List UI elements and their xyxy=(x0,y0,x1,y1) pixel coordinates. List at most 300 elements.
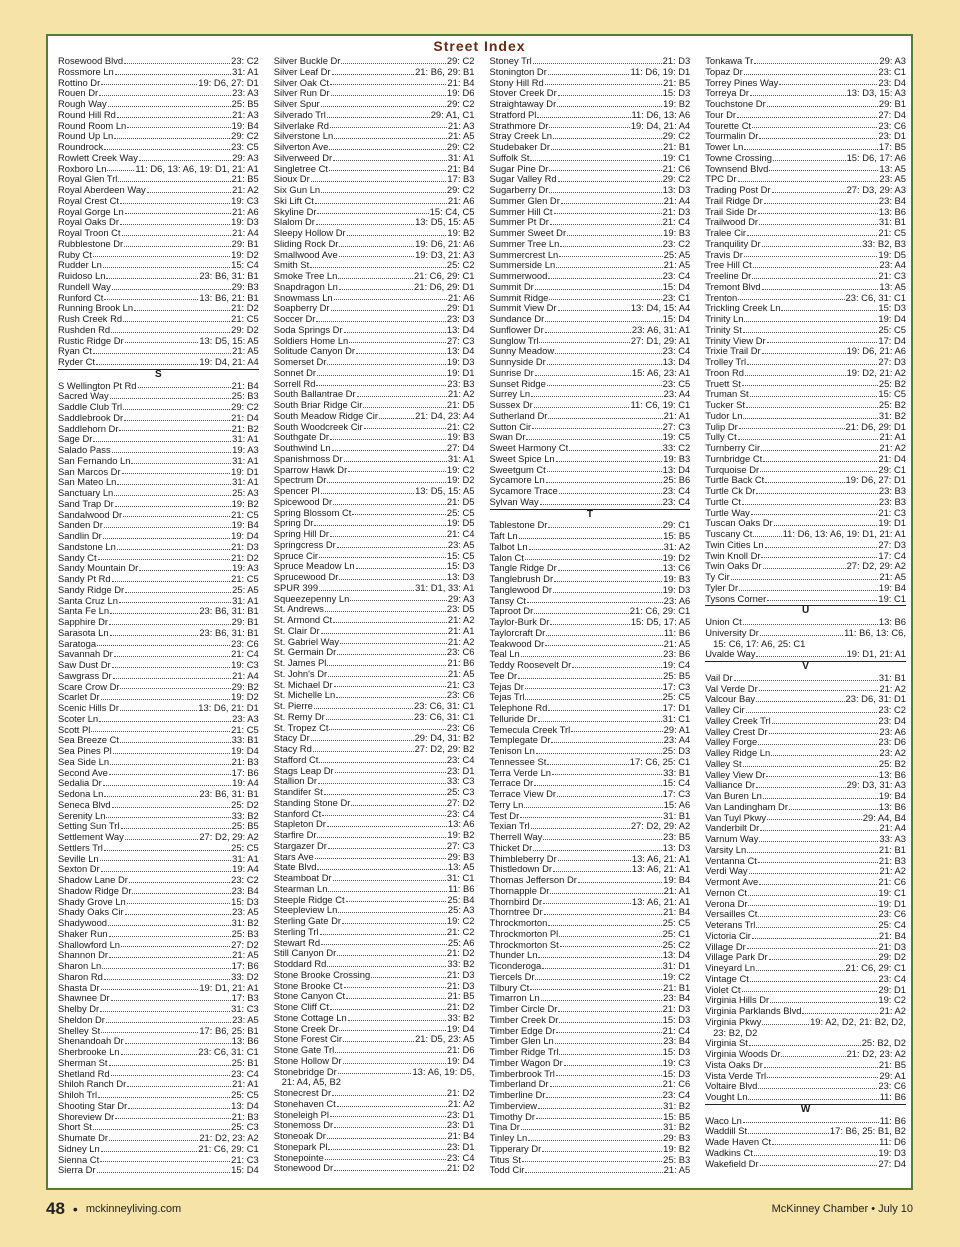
dot-leader xyxy=(756,649,845,657)
street-name: Saw Dust Dr xyxy=(58,659,111,670)
map-reference: 21: D3 xyxy=(878,940,906,952)
index-entry xyxy=(274,1099,475,1110)
street-name: Summerside Ln xyxy=(489,259,556,271)
street-name: Stapleton Dr xyxy=(273,818,326,830)
map-reference: 23: C6 xyxy=(231,637,259,649)
dot-leader xyxy=(332,443,446,451)
dot-leader xyxy=(545,78,662,86)
map-reference: 15: C5 xyxy=(878,388,906,400)
map-reference: 13: A6, 21: A1 xyxy=(631,863,691,875)
dot-leader xyxy=(348,465,446,473)
dot-leader xyxy=(527,596,663,604)
dot-leader xyxy=(110,628,199,636)
map-reference: 29: C1 xyxy=(662,519,691,531)
index-entry xyxy=(490,1101,691,1112)
dot-leader xyxy=(532,422,661,430)
dot-leader xyxy=(138,381,231,389)
map-reference: 23: B6, 31: B1 xyxy=(199,270,259,281)
dot-leader xyxy=(125,1036,231,1044)
map-reference: 13: D3 xyxy=(446,571,475,582)
street-name: St. Germain Dr xyxy=(273,646,337,658)
street-name: Trinity St xyxy=(705,323,742,335)
dot-leader xyxy=(333,615,447,623)
map-reference: 13: D4 xyxy=(446,323,475,335)
street-name: Thorntree Dr xyxy=(489,906,543,918)
index-entry xyxy=(490,325,691,336)
street-name: Skyline Dr xyxy=(273,205,317,217)
map-reference: 19: D3 xyxy=(231,216,259,228)
street-name: Shady Oaks Cir xyxy=(58,906,124,918)
dot-leader xyxy=(558,563,662,571)
street-name: Turtle Ct xyxy=(705,495,741,507)
map-reference: 25: B2 xyxy=(878,757,906,769)
dot-leader xyxy=(762,282,879,290)
index-entry xyxy=(58,800,259,811)
street-name: Tennessee St xyxy=(489,755,547,767)
street-name: Still Canyon Dr xyxy=(273,947,337,959)
dot-leader xyxy=(350,594,447,602)
dot-leader xyxy=(756,694,844,702)
street-name: Spectrum Dr xyxy=(273,474,327,486)
map-reference: 19: B3 xyxy=(447,431,475,443)
index-column-2 xyxy=(264,56,480,1188)
street-name: Van Buren Ln xyxy=(705,790,762,801)
street-name: Vineyard Ln xyxy=(705,962,756,973)
street-name: St. Gabriel Way xyxy=(273,635,340,647)
dot-leader xyxy=(321,938,447,946)
street-name: Versailles Ct xyxy=(705,908,758,920)
street-name: Sea Breeze Ct xyxy=(58,734,119,746)
map-reference: 31: A1 xyxy=(447,452,475,464)
map-reference: 23: A4 xyxy=(879,259,906,271)
dot-leader xyxy=(769,164,878,172)
map-reference: 23: C4 xyxy=(662,345,691,357)
map-reference: 19: C3 xyxy=(231,659,259,670)
dot-leader xyxy=(115,499,231,507)
dot-leader xyxy=(525,1165,662,1173)
street-name: Sunrise Dr xyxy=(489,366,534,378)
street-name: Test Dr xyxy=(489,809,520,821)
index-entry xyxy=(705,594,906,605)
map-reference: 29: B3 xyxy=(447,850,475,862)
street-name: Shadywood xyxy=(58,917,107,928)
map-reference: 19: C2 xyxy=(878,994,906,1006)
street-name: Soccer Dr xyxy=(273,313,316,324)
dot-leader xyxy=(334,131,447,139)
street-name: Swan Dr xyxy=(489,431,526,443)
dot-leader xyxy=(550,1079,662,1087)
index-sheet xyxy=(46,34,913,1190)
street-name: Titus St xyxy=(489,1153,521,1165)
street-name: Truman St xyxy=(705,388,749,400)
dot-leader xyxy=(551,735,662,743)
dot-leader xyxy=(112,574,230,582)
map-reference: 23: C4 xyxy=(662,270,691,281)
dot-leader xyxy=(543,897,631,905)
dot-leader xyxy=(113,746,230,754)
map-reference: 29: B2 xyxy=(231,680,259,692)
dot-leader xyxy=(745,368,846,376)
map-reference: 19: B4 xyxy=(231,119,259,131)
dot-leader xyxy=(327,110,430,118)
street-name: Sandy Ridge Dr xyxy=(58,583,125,595)
street-name: University Dr xyxy=(705,626,759,638)
map-reference: 23: B3 xyxy=(878,485,906,496)
map-reference: 23: D1 xyxy=(878,130,906,142)
street-name: Taproot Dr xyxy=(489,605,534,617)
index-entry xyxy=(490,153,691,164)
street-name: Sugar Valley Rd xyxy=(489,173,557,185)
street-name: Valley Creek Trl xyxy=(705,714,771,726)
dot-leader xyxy=(750,974,878,982)
dot-leader xyxy=(770,995,877,1003)
map-reference: 25: A5 xyxy=(232,583,259,595)
map-reference: 13: A6 xyxy=(447,818,475,830)
map-reference: 23: C1 xyxy=(878,65,906,77)
map-reference: 21: B4 xyxy=(231,379,259,391)
dot-leader xyxy=(763,791,878,799)
street-name: Rush Creek Rd xyxy=(58,313,123,324)
section-letter: T xyxy=(490,509,691,521)
dot-leader xyxy=(530,153,661,161)
street-name: Serenity Ln xyxy=(58,809,106,821)
map-reference: 29: D1 xyxy=(878,983,906,995)
street-name: S Wellington Pt Rd xyxy=(58,379,137,391)
index-entry xyxy=(490,972,691,983)
map-reference: 13: B6 xyxy=(878,616,906,627)
street-name: Ryder Ct xyxy=(58,356,95,367)
map-reference: 23: C2 xyxy=(878,704,906,715)
dot-leader xyxy=(743,325,877,333)
map-reference: 19: D1 xyxy=(878,897,906,909)
street-name: Standifer St xyxy=(273,786,323,797)
map-reference: 21: D2 xyxy=(231,302,259,314)
street-name: Sandy Mountain Dr xyxy=(58,562,139,574)
dot-leader xyxy=(114,488,231,496)
street-name: Valley Forge xyxy=(705,736,758,748)
website-link[interactable]: mckinneyliving.com xyxy=(85,1203,182,1215)
street-name: Tee Dr xyxy=(489,669,518,681)
map-reference: 23: C6, 31: C1 xyxy=(198,1046,259,1057)
map-reference: 19: D6 xyxy=(446,87,475,99)
dot-leader xyxy=(518,671,662,679)
dot-leader xyxy=(760,823,878,831)
street-name: South Woodcreek Cir xyxy=(273,420,363,432)
street-name: Steeple Ridge Ct xyxy=(273,893,345,905)
index-entry xyxy=(490,929,691,940)
dot-leader xyxy=(319,551,446,559)
map-reference: 23: C6 xyxy=(878,1080,906,1092)
street-name: Summer Sweet Dr xyxy=(489,227,567,238)
dot-leader xyxy=(357,389,447,397)
street-name: Sycamore Trace xyxy=(489,485,558,496)
dot-leader xyxy=(127,897,230,905)
map-reference: 29: C2 xyxy=(662,130,691,142)
street-name: Shady Grove Ln xyxy=(58,895,126,907)
street-name: Tina Dr xyxy=(489,1121,520,1133)
street-name: Rottino Dr xyxy=(58,76,101,88)
street-name: Studebaker Dr xyxy=(489,141,550,152)
dot-leader xyxy=(103,531,230,539)
dot-leader xyxy=(344,454,447,462)
map-reference: 21: C2 xyxy=(446,420,475,432)
street-name: Seville Ln xyxy=(58,852,99,864)
dot-leader xyxy=(744,67,878,75)
street-name: Tiercels Dr xyxy=(489,970,535,982)
street-name: Timber Circle Dr xyxy=(489,1003,558,1014)
map-reference: 11: D6 xyxy=(879,1136,906,1147)
map-reference: 11: B6 xyxy=(448,882,475,894)
map-reference: 13: B6 xyxy=(231,1035,259,1047)
index-entry xyxy=(274,583,475,594)
map-reference: 19: D6, 21: A6 xyxy=(415,237,475,249)
dot-leader xyxy=(127,121,230,129)
publication-line: McKinney Chamber • July 10 xyxy=(771,1203,913,1215)
map-reference: 21: C5 xyxy=(231,723,259,735)
street-name: Twin Oaks Dr xyxy=(705,560,762,572)
street-name: Royal Aberdeen Way xyxy=(58,184,146,195)
street-name: Silverstone Ln xyxy=(273,130,334,142)
dot-leader xyxy=(744,250,877,258)
street-name: Summercrest Ln xyxy=(489,248,559,260)
street-name: Telephone Rd xyxy=(489,702,548,713)
map-reference: 19: B2 xyxy=(447,227,475,238)
dot-leader xyxy=(557,789,662,797)
dot-leader xyxy=(324,787,446,795)
map-reference: 19: B2 xyxy=(663,1142,691,1154)
street-name: Tansy Ct xyxy=(489,594,526,606)
map-reference: 21: D2, 23: A2 xyxy=(846,1048,906,1059)
street-name: Throckmorton xyxy=(489,917,548,928)
street-name: Slalom Dr xyxy=(273,216,315,228)
map-reference: 19: D4, 21: A4 xyxy=(199,356,259,367)
map-reference: 13: B6, 21: B1 xyxy=(199,291,259,303)
map-reference: 17: B3 xyxy=(447,173,475,185)
street-name: Sanden Dr xyxy=(58,519,103,531)
map-reference: 13: A6, 21: A1 xyxy=(631,852,691,864)
dot-leader xyxy=(558,174,662,182)
map-reference: 21: A3 xyxy=(447,119,475,131)
map-reference: 21: C3 xyxy=(231,1153,259,1165)
map-reference: 21: C5 xyxy=(231,573,259,584)
street-name: Sprucewood Dr xyxy=(273,571,339,582)
index-entry xyxy=(274,368,475,379)
map-reference: 17: B6, 25: B1, B2 xyxy=(829,1125,906,1137)
dot-leader xyxy=(742,379,878,387)
map-reference: 33: B1 xyxy=(231,734,259,746)
map-reference: 21: D4 xyxy=(231,411,259,423)
street-name: Soapberry Dr xyxy=(273,302,330,314)
map-reference: 27: D3 xyxy=(878,356,906,367)
dot-leader xyxy=(343,1034,414,1042)
section-letter: S xyxy=(58,369,259,381)
dot-leader xyxy=(525,682,662,690)
street-name: Tipperary Dr xyxy=(489,1142,542,1154)
dot-leader xyxy=(549,164,661,172)
dot-leader xyxy=(317,207,428,215)
index-entry xyxy=(490,454,691,465)
dot-leader xyxy=(127,1079,231,1087)
map-reference: 19: D6, 21: A6 xyxy=(846,345,906,357)
map-reference: 21: B4 xyxy=(663,906,691,918)
street-name: Roundrock xyxy=(58,141,104,152)
map-reference: 23: A2 xyxy=(879,747,906,758)
street-name: Thistledown Dr xyxy=(489,863,553,875)
dot-leader xyxy=(329,142,446,150)
index-entry xyxy=(705,649,906,660)
dot-leader xyxy=(742,497,878,505)
street-name: Timber Wagon Dr xyxy=(489,1056,563,1068)
dot-leader xyxy=(338,1067,412,1075)
street-name: Valley St xyxy=(705,757,742,769)
street-name: South Briar Ridge Cir xyxy=(273,399,363,410)
street-name: Smallwood Ave xyxy=(273,248,338,260)
map-reference: 21: D2 xyxy=(446,1162,475,1174)
dot-leader xyxy=(118,174,230,182)
map-reference: 23: A3 xyxy=(232,87,259,99)
dot-leader xyxy=(545,639,662,647)
index-entry xyxy=(274,884,475,895)
dot-leader xyxy=(530,983,662,991)
map-reference: 23: A5 xyxy=(879,173,906,185)
dot-leader xyxy=(100,854,232,862)
map-reference: 17: B6, 25: B1 xyxy=(199,1024,259,1036)
index-entry xyxy=(705,1060,906,1071)
dot-leader xyxy=(779,78,877,86)
dot-leader xyxy=(556,1069,662,1077)
dot-leader xyxy=(100,1155,230,1163)
map-reference: 25: C5 xyxy=(231,841,259,853)
dot-leader xyxy=(542,1144,662,1152)
street-name: Timber Edge Dr xyxy=(489,1024,556,1036)
map-reference: 19: D2 xyxy=(231,691,259,703)
street-name: Stafford Ct xyxy=(273,753,319,765)
dot-leader xyxy=(762,346,846,354)
dot-leader xyxy=(759,877,877,885)
dot-leader xyxy=(117,110,231,118)
index-entry xyxy=(58,67,259,78)
dot-leader xyxy=(339,239,414,247)
dot-leader xyxy=(103,260,230,268)
map-reference: 11: C6, 19: C1 xyxy=(630,399,691,410)
street-name: Village Park Dr xyxy=(705,951,768,963)
dot-leader xyxy=(104,843,230,851)
street-name: Shoreview Dr xyxy=(58,1110,115,1122)
dot-leader xyxy=(739,422,845,430)
dot-leader xyxy=(558,1004,661,1012)
dot-leader xyxy=(781,1049,845,1057)
map-reference: 27: D2, 29: A2 xyxy=(199,831,259,842)
street-name: Rundell Way xyxy=(58,280,111,292)
dot-leader xyxy=(109,1058,231,1066)
dot-leader xyxy=(131,456,231,464)
dot-leader xyxy=(119,424,230,432)
dot-leader xyxy=(316,379,446,387)
dot-leader xyxy=(549,293,661,301)
street-name: Snapdragon Ln xyxy=(273,280,338,292)
street-name: Varnum Way xyxy=(705,833,759,844)
street-name: Trail Ridge Dr xyxy=(705,194,763,206)
map-reference: 23: B3 xyxy=(878,495,906,507)
map-reference: 21: A5 xyxy=(232,345,259,357)
street-name: Turtle Ck Dr xyxy=(705,485,756,496)
street-name: Trickling Creek Ln xyxy=(705,302,781,314)
street-name: Summit Ridge xyxy=(489,291,549,303)
dot-leader xyxy=(329,164,446,172)
street-name: Sedona Ln xyxy=(58,788,104,799)
map-reference: 21: C4 xyxy=(231,648,259,660)
street-name: Timberbrook Trl xyxy=(489,1067,555,1079)
street-name: Spring Hill Dr xyxy=(273,528,329,539)
dot-leader xyxy=(97,1165,231,1173)
map-reference: 21: B5 xyxy=(878,1058,906,1070)
street-name: Temecula Creek Trl xyxy=(489,723,571,735)
map-reference: 21: B1 xyxy=(663,981,691,993)
street-name: Sheldon Dr xyxy=(58,1013,105,1025)
dot-leader xyxy=(556,454,662,462)
street-name: Teddy Roosevelt Dr xyxy=(489,659,572,670)
dot-leader xyxy=(769,727,879,735)
map-reference: 33: D2 xyxy=(231,970,259,982)
street-name: Snowmass Ln xyxy=(273,291,333,303)
dot-leader xyxy=(106,1015,231,1023)
map-reference: 33: B2 xyxy=(231,809,259,821)
dot-leader xyxy=(109,617,231,625)
dot-leader xyxy=(134,303,230,311)
map-reference: 19: A4 xyxy=(232,777,259,789)
street-name: Suffolk St xyxy=(489,151,530,163)
dot-leader xyxy=(328,841,446,849)
street-name: Ty Cir xyxy=(705,571,730,582)
street-name: Stone Canyon Ct xyxy=(273,990,346,1002)
street-name: Sugarberry Dr xyxy=(489,184,549,195)
dot-leader xyxy=(336,690,446,698)
dot-leader xyxy=(737,110,877,118)
map-reference: 21: A6 xyxy=(447,194,475,206)
dot-leader xyxy=(112,445,232,453)
map-reference: 25: B2 xyxy=(878,377,906,389)
street-name: Stony Hill Rd xyxy=(489,76,544,88)
map-reference: 27: D4 xyxy=(878,108,906,120)
street-name: SPUR 399 xyxy=(273,581,319,593)
street-name: Turnbridge Ct xyxy=(705,452,763,464)
street-name: Sherman St xyxy=(58,1056,108,1068)
street-name: Valley Ridge Ln xyxy=(705,747,771,758)
dot-leader xyxy=(559,250,662,258)
street-name: Steepleview Ln xyxy=(273,904,338,916)
street-name: Scare Crow Dr xyxy=(58,680,120,692)
index-entry xyxy=(274,626,475,637)
street-name: Rustic Ridge Dr xyxy=(58,334,124,346)
street-name: Salado Pass xyxy=(58,444,111,455)
map-reference: 19: D4 xyxy=(231,745,259,756)
street-name: Sunny Meadow xyxy=(489,345,555,357)
dot-leader xyxy=(578,875,662,883)
dot-leader xyxy=(559,1047,661,1055)
index-entry xyxy=(490,660,691,671)
street-name: Sunnyside Dr xyxy=(489,356,546,367)
index-entry xyxy=(490,1058,691,1069)
street-name: Union Ct xyxy=(705,616,742,627)
street-name: Summer Tree Ln xyxy=(489,237,560,249)
street-name: Virginia Pkwy xyxy=(705,1015,762,1027)
street-name: Stray Creek Ln xyxy=(489,130,553,142)
map-reference: 15: D3 xyxy=(662,87,691,99)
dot-leader xyxy=(571,725,662,733)
map-reference: 13: A5 xyxy=(447,861,475,873)
street-name: St. Remy Dr xyxy=(273,710,325,722)
map-reference: 23: D1 xyxy=(446,1108,475,1120)
